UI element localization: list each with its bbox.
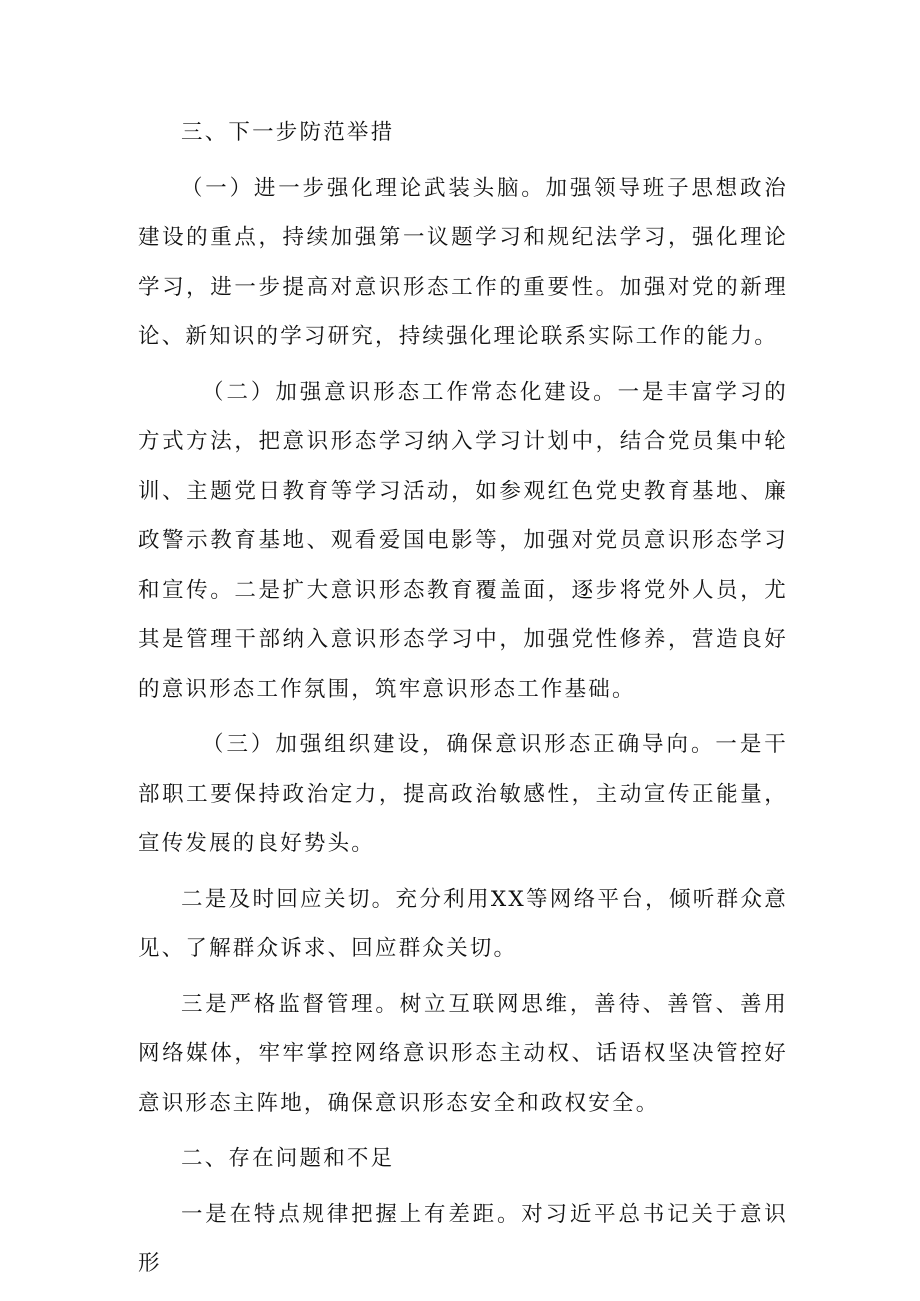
section-heading-problems: 二、存在问题和不足 — [181, 1146, 395, 1171]
paragraph-strengthen-theory: （一）进一步强化理论武装头脑。加强领导班子思想政治建设的重点，持续加强第一议题学习和规纪法学习，强化理论学习，进一步提高对意识形态工作的重要性。加强对党的新理论、新知识的学习研究，持续强化理论联系实际工作的能力。 — [138, 175, 788, 349]
paragraph-ideology-routine-building: （二）加强意识形态工作常态化建设。一是丰富学习的方式方法，把意识形态学习纳入学习计划中，结合党员集中轮训、主题党日教育等学习活动，如参观红色党史教育基地、廉政警示教育基地、观看爱国电影等，加强对党员意识形态学习和宣传。二是扩大意识形态教育覆盖面，逐步将党外人员，尤其是管理干部纳入意识形态学习中，加强党性修养，营造良好的意识形态工作氛围，筑牢意识形态工作基础。 — [138, 379, 788, 702]
paragraph-problem-one: 一是在特点规律把握上有差距。对习近平总书记关于意识形 — [138, 1201, 788, 1276]
paragraph-organization-building: （三）加强组织建设，确保意识形态正确导向。一是干部职工要保持政治定力，提高政治敏感性，主动宣传正能量，宣传发展的良好势头。 — [138, 732, 788, 856]
paragraph-respond-concerns: 二是及时回应关切。充分利用XX等网络平台，倾听群众意见、了解群众诉求、回应群众关切。 — [138, 886, 788, 961]
paragraph-supervision-management: 三是严格监督管理。树立互联网思维，善待、善管、善用网络媒体，牢牢掌控网络意识形态主动权、话语权坚决管控好意识形态主阵地，确保意识形态安全和政权安全。 — [138, 991, 788, 1116]
document-body — [138, 108, 788, 1295]
section-heading-next-steps: 三、下一步防范举措 — [181, 120, 395, 145]
